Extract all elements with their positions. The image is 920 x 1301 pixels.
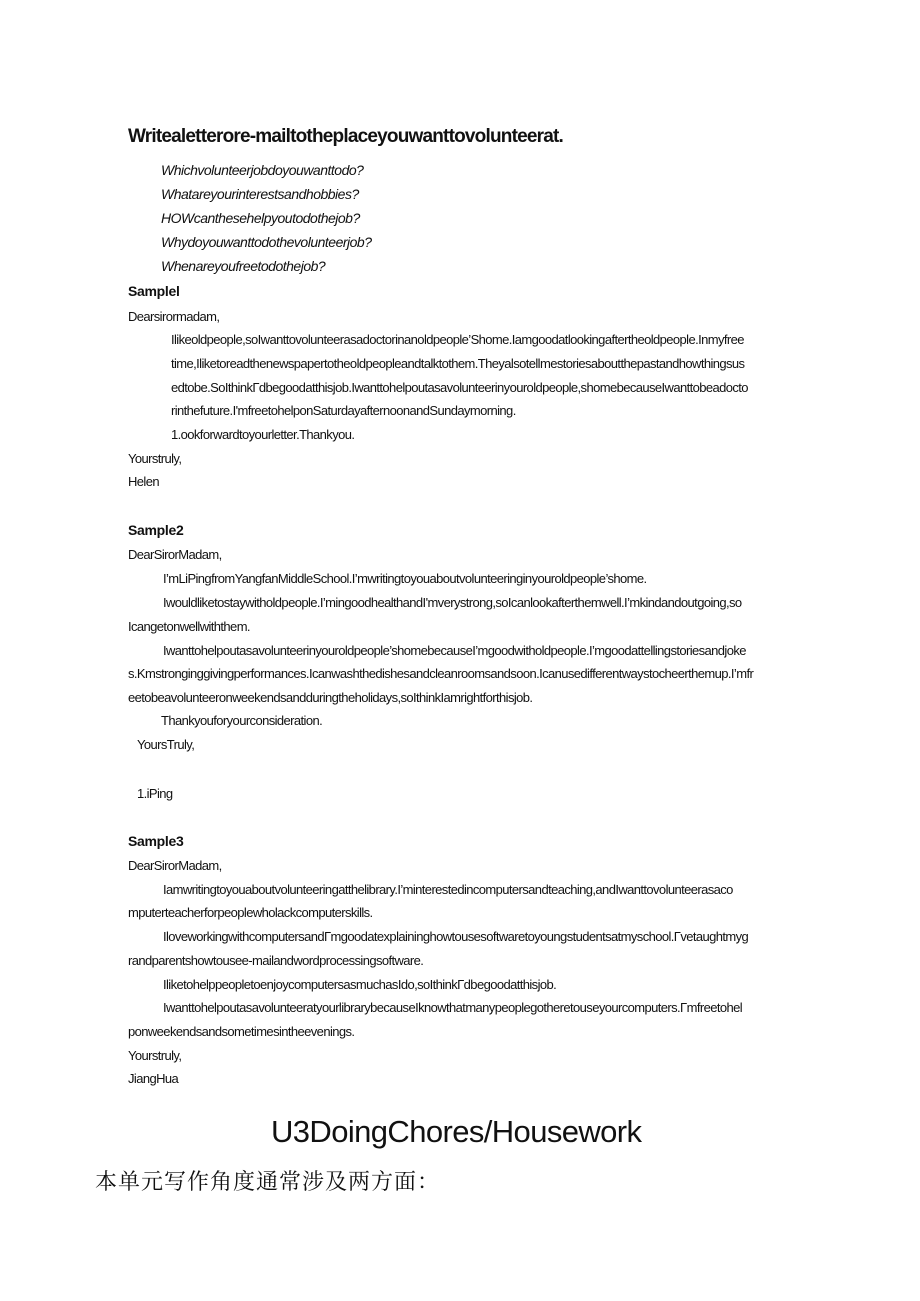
sample2-body-line: Iwanttohelpoutasavolunteerinyouroldpeople’shomebecauseI’mgoodwitholdpeople.I’mgoodattellingstoriesandjoke <box>163 643 746 658</box>
sample1-body-line: edtobe.SoIthinkΓdbegoodatthisjob.Iwanttohelpoutasavolunteerinyouroldpeople,shomebecauseIwanttobeadocto <box>171 380 748 395</box>
question-2: Whatareyourinterestsandhobbies? <box>161 186 359 202</box>
sample3-body-line: Iamwritingtoyouaboutvolunteeringatthelibrary.I’minterestedincomputersandteaching,andIwanttovolunteerasaco <box>163 882 733 897</box>
unit-heading: U3DoingChores/Housework <box>271 1114 642 1149</box>
sample2-body-line: Icangetonwellwiththem. <box>128 619 250 634</box>
sample1-greeting: Dearsirormadam, <box>128 309 220 324</box>
chinese-intro-line: 本单元写作角度通常涉及两方面： <box>95 1170 441 1195</box>
sample3-closing: Yourstruly, <box>128 1048 182 1063</box>
sample3-body-line: IliketohelppeopletoenjoycomputersasmuchasIdo,soIthinkΓdbegoodatthisjob. <box>163 977 557 992</box>
sample3-body-line: ponweekendsandsometimesintheevenings. <box>128 1024 355 1039</box>
sample2-greeting: DearSirorMadam, <box>128 547 222 562</box>
sample2-body-line: I’mLiPingfromYangfanMiddleSchool.I’mwritingtoyouaboutvolunteeringinyouroldpeople’shome. <box>163 571 647 586</box>
sample3-body-line: randparentshowtousee-mailandwordprocessingsoftware. <box>128 953 424 968</box>
sample2-body-line: s.Kmstronginggivingperformances.Icanwashthedishesandcleanroomsandsoon.Icanusedifferentwaystocheerthemup.I’mfr <box>128 666 754 681</box>
sample2-signature: 1.iPing <box>137 786 173 801</box>
sample1-heading: Samplel <box>128 283 180 299</box>
question-4: Whydoyouwanttodothevolunteerjob? <box>161 234 372 250</box>
sample2-heading: Sample2 <box>128 522 184 538</box>
sample1-body-line: time,Iliketoreadthenewspapertotheoldpeopleandtalktothem.Theyalsotellmestoriesaboutthepastandhowthingsus <box>171 356 745 371</box>
sample2-body-line: Iwouldliketostaywitholdpeople.I’mingoodhealthandI'mverystrong,soIcanlookafterthemwell.I’mkindandoutgoing,so <box>163 595 742 610</box>
task-title: Writealetterore-mailtotheplaceyouwanttovolunteerat. <box>128 126 563 147</box>
sample1-body-line: 1.ookforwardtoyourletter.Thankyou. <box>171 427 355 442</box>
sample3-body-line: IwanttohelpoutasavolunteeratyourlibrarybecauseIknowthatmanypeoplegotheretouseyourcomputers.Γmfreetohel <box>163 1000 743 1015</box>
question-5: Whenareyoufreetodothejob? <box>161 258 326 274</box>
sample3-heading: Sample3 <box>128 833 184 849</box>
sample2-closing: YoursTruly, <box>137 737 195 752</box>
sample1-body-line: rinthefuture.I'mfreetohelponSaturdayafternoonandSundaymorning. <box>171 403 516 418</box>
sample1-body-line: Ilikeoldpeople,soIwanttovolunteerasadoctorinanoldpeople’Shome.Iamgoodatlookingaftertheoldpeople.Inmyfree <box>171 332 744 347</box>
question-1: Whichvolunteerjobdoyouwanttodo? <box>161 162 364 178</box>
sample1-closing: Yourstruly, <box>128 451 182 466</box>
sample3-greeting: DearSirorMadam, <box>128 858 222 873</box>
sample3-signature: JiangHua <box>128 1071 179 1086</box>
sample3-body-line: mputerteacherforpeoplewholackcomputerskills. <box>128 905 373 920</box>
sample2-thanks: Thankyouforyourconsideration. <box>161 713 323 728</box>
sample1-signature: Helen <box>128 474 159 489</box>
question-3: HOWcanthesehelpyoutodothejob? <box>161 210 360 226</box>
sample3-body-line: IloveworkingwithcomputersandΓmgoodatexplaininghowtousesoftwaretoyoungstudentsatmyschool.Γvetaughtmyg <box>163 929 749 944</box>
sample2-body-line: eetobeavolunteeronweekendsandduringtheholidays,soIthinkIamrightforthisjob. <box>128 690 533 705</box>
